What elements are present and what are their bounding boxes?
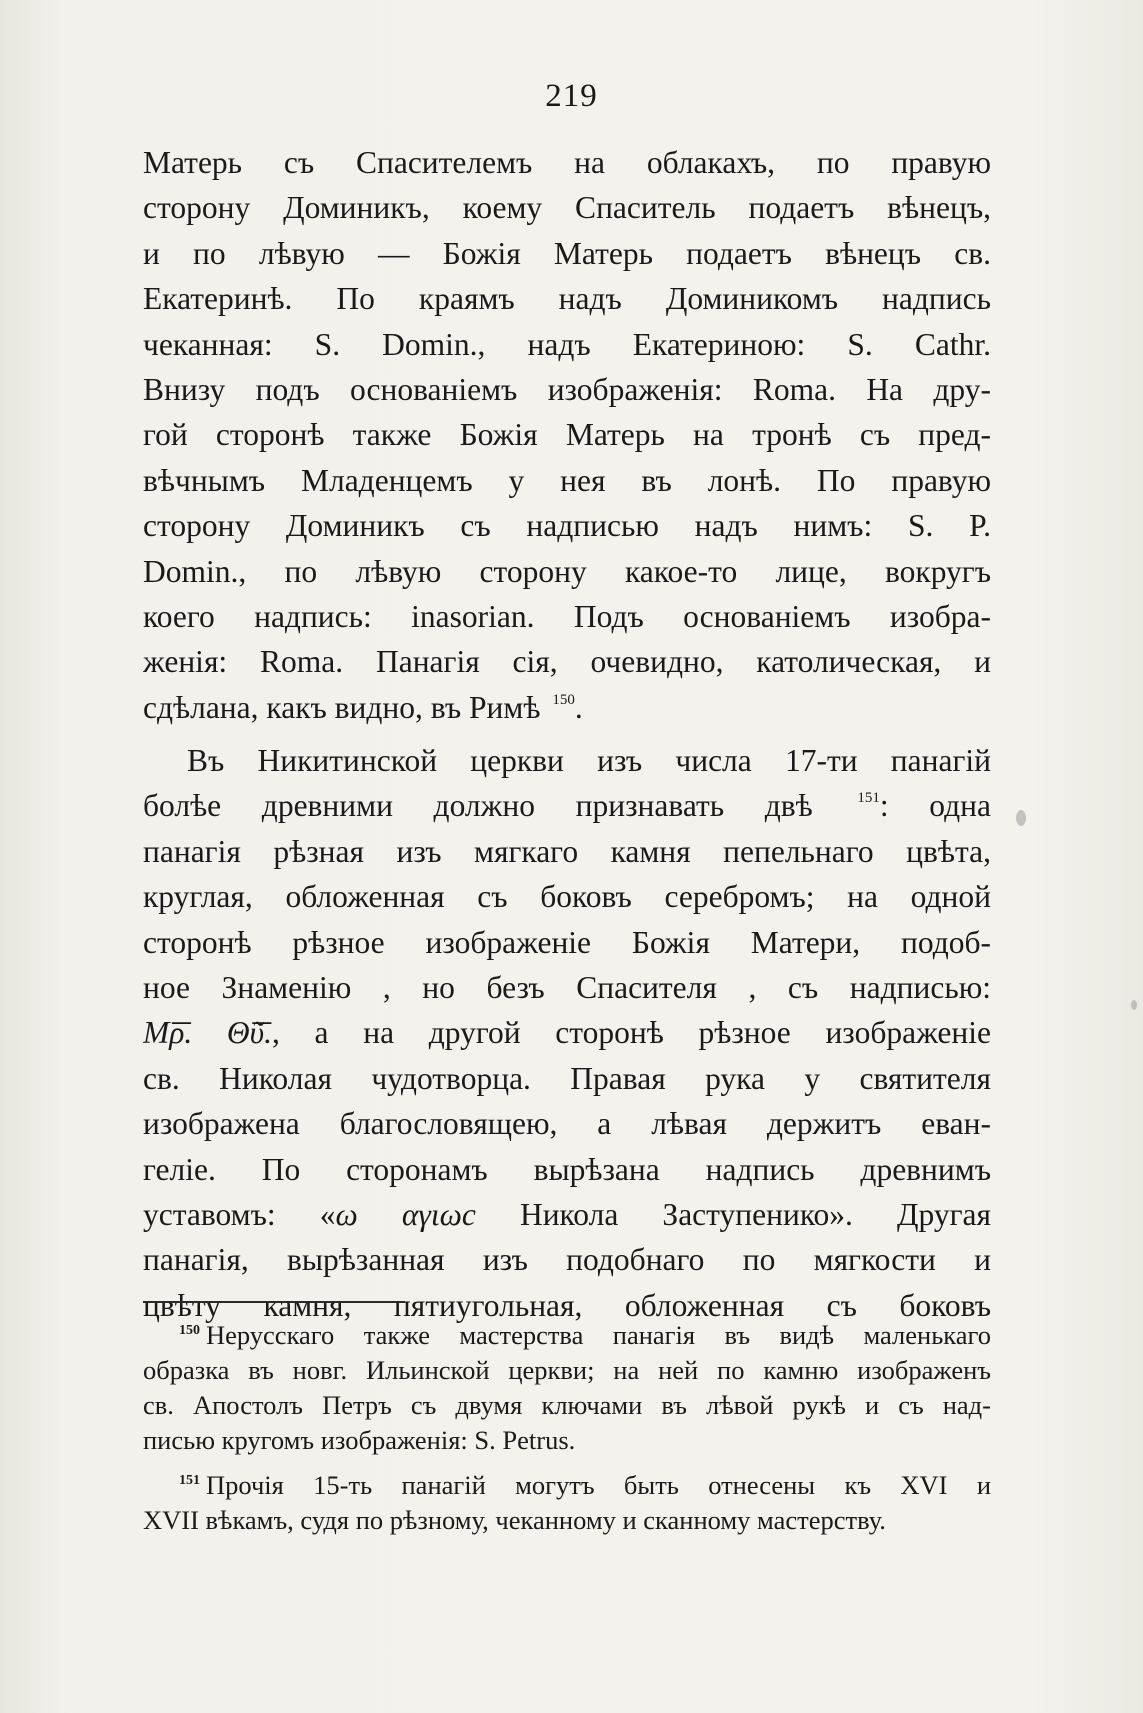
text-line (143, 685, 991, 730)
text-line: коего надпись: inasorian. Подъ основаніемъ изобра- (143, 598, 991, 634)
text-line: цвѣту камня, пятиугольная, обложенная съ боковъ (143, 1287, 991, 1323)
text-line: сторону Доминикъ съ надписью надъ нимъ: S. P. (143, 508, 991, 544)
footnote-line: св. Апостолъ Петръ съ двумя ключами въ лѣвой рукѣ и съ над- (143, 1390, 991, 1420)
text-line: женія: Roma. Панагія сія, очевидно, католическая, и (143, 644, 991, 680)
footnote-line: XVII вѣкамъ, судя по рѣзному, чеканному и сканному мастерству. (143, 1505, 886, 1535)
main-text (143, 140, 991, 1328)
text-line: гой сторонѣ также Божія Матерь на тронѣ съ пред- (143, 417, 991, 453)
text-line: и по лѣвую — Божія Матерь подаетъ вѣнецъ св. (143, 235, 991, 271)
text-fragment: Прочія 15-ть панагій могутъ быть отнесены къ XVI и (206, 1470, 991, 1500)
text-fragment: : одна (879, 788, 991, 824)
page-number: 219 (545, 78, 598, 114)
text-fragment: . (574, 689, 583, 725)
footnote-ref-150: 150 (552, 691, 575, 708)
text-line: Екатеринѣ. По краямъ надъ Доминикомъ надпись (143, 281, 991, 317)
footnote-number: 151 (179, 1473, 200, 1488)
text-line: круглая, обложенная съ боковъ серебромъ; на одной (143, 879, 991, 915)
footnote-line (143, 1468, 991, 1503)
text-line: св. Николая чудотворца. Правая рука у святителя (143, 1060, 991, 1096)
paragraph-break (143, 730, 991, 738)
text-line (143, 1010, 991, 1055)
text-line: изображена благословящею, а лѣвая держитъ еван- (143, 1106, 991, 1142)
footnote-separator (143, 1301, 405, 1303)
greek-inscription: ω αγιωc (335, 1196, 476, 1232)
text-line (143, 1192, 991, 1237)
text-fragment: , а на другой сторонѣ рѣзное изображеніе (272, 1015, 991, 1051)
text-line: вѣчнымъ Младенцемъ у нея въ лонѣ. По правую (143, 462, 991, 498)
text-line: панагія, вырѣзанная изъ подобнаго по мягкости и (143, 1242, 991, 1278)
footnote-line (143, 1318, 991, 1353)
footnote-line: образка въ новг. Ильинской церкви; на ней по камню изображенъ (143, 1355, 991, 1385)
text-line: Внизу подъ основаніемъ изображенія: Roma. На дру- (143, 371, 991, 407)
ink-spot (1131, 1000, 1137, 1010)
text-line: сторону Доминикъ, коему Спаситель подаетъ вѣнецъ, (143, 190, 991, 226)
text-line: Матерь съ Спасителемъ на облакахъ, по правую (143, 145, 991, 180)
greek-abbreviation: Μ͞ρ. Θ͞ῦ. (143, 1015, 272, 1051)
text-line: Въ Никитинской церкви изъ числа 17-ти панагій (187, 743, 991, 779)
text-line: панагія рѣзная изъ мягкаго камня пепельнаго цвѣта, (143, 833, 991, 869)
footnote-line: писью кругомъ изображенія: S. Petrus. (143, 1425, 576, 1455)
text-line: сторонѣ рѣзное изображеніе Божія Матери, подоб- (143, 924, 991, 960)
text-line (143, 783, 991, 828)
text-fragment: уставомъ: « (143, 1196, 336, 1232)
text-line: геліе. По сторонамъ вырѣзана надпись древнимъ (143, 1151, 991, 1187)
text-line: ное Знаменію , но безъ Спасителя , съ надписью: (143, 970, 991, 1006)
footnote-number: 150 (179, 1323, 200, 1338)
footnote-ref-151: 151 (857, 790, 880, 807)
text-fragment: сдѣлана, какъ видно, въ Римѣ (143, 689, 541, 725)
text-line: Domin., по лѣвую сторону какое-то лице, вокругъ (143, 553, 991, 589)
footnotes (143, 1318, 991, 1538)
footnote-break (143, 1458, 991, 1468)
text-fragment: Нерусскаго также мастерства панагія въ видѣ маленькаго (206, 1320, 991, 1350)
text-fragment: Никола Заступенико». Другая (519, 1196, 991, 1232)
text-fragment: болѣе древними должно признавать двѣ (143, 788, 813, 824)
text-line: чеканная: S. Domin., надъ Екатериною: S. Cathr. (143, 326, 991, 362)
ink-spot (1016, 810, 1026, 826)
